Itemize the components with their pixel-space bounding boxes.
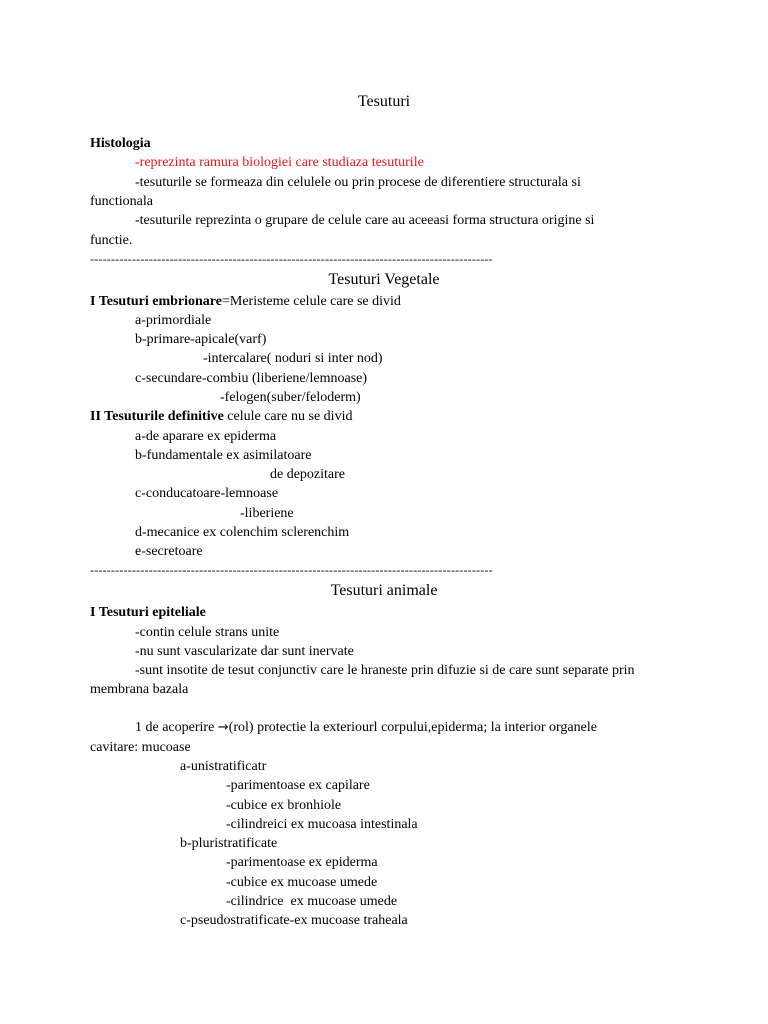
histologia-heading: Histologia: [90, 136, 151, 151]
list-item: -contin celule strans unite: [135, 625, 280, 640]
list-item: a-de aparare ex epiderma: [135, 429, 277, 444]
acoperire-label: 1 de acoperire: [135, 720, 218, 735]
acoperire-line: [135, 718, 597, 737]
page-title: Tesuturi: [357, 93, 411, 110]
list-item: b-primare-apicale(varf): [135, 332, 267, 347]
histologia-line: -tesuturile se formeaza din celulele ou prin procese de diferentiere structurala si: [135, 175, 581, 190]
list-item: d-mecanice ex colenchim sclerenchim: [135, 525, 350, 540]
list-item: -sunt insotite de tesut conjunctiv care le hraneste prin difuzie si de care sunt separate prin: [135, 663, 635, 678]
histologia-line: functie.: [90, 233, 133, 248]
list-item: -parimentoase ex epiderma: [226, 855, 378, 870]
list-item: -liberiene: [240, 506, 294, 521]
list-item: c-conducatoare-lemnoase: [135, 486, 279, 501]
histologia-line: -tesuturile reprezinta o grupare de celule care au aceeasi forma structura origine si: [135, 213, 595, 228]
list-item: e-secretoare: [135, 544, 203, 559]
embrionare-heading: I Tesuturi embrionare: [90, 294, 222, 309]
list-item: -cubice ex bronhiole: [226, 798, 342, 813]
list-item: b-fundamentale ex asimilatoare: [135, 448, 312, 463]
list-item: membrana bazala: [90, 682, 189, 697]
list-item: -cilindreici ex mucoasa intestinala: [226, 817, 418, 832]
list-item: -parimentoase ex capilare: [226, 778, 370, 793]
list-item: -cubice ex mucoase umede: [226, 875, 378, 890]
histologia-definition: -reprezinta ramura biologiei care studiaza tesuturile: [135, 155, 424, 170]
list-item: -intercalare( noduri si inter nod): [203, 351, 383, 366]
list-item: de depozitare: [270, 467, 346, 482]
list-item: -cilindrice ex mucoase umede: [226, 894, 398, 909]
section-title-vegetale: Tesuturi Vegetale: [328, 271, 440, 288]
separator-line: ------------------------------------------------------------------------------------------------: [90, 252, 493, 266]
definitive-heading: II Tesuturile definitive: [90, 409, 224, 424]
separator-line: ------------------------------------------------------------------------------------------------: [90, 563, 493, 577]
list-item: -nu sunt vascularizate dar sunt inervate: [135, 644, 354, 659]
section-title-animale: Tesuturi animale: [330, 582, 438, 599]
embrionare-description: =Meristeme celule care se divid: [221, 294, 401, 309]
acoperire-line: cavitare: mucoase: [90, 740, 191, 755]
list-item: c-secundare-combiu (liberiene/lemnoase): [135, 371, 368, 386]
arrow-right-icon: →: [217, 720, 229, 735]
list-item: -felogen(suber/feloderm): [220, 390, 361, 405]
histologia-line: functionala: [90, 194, 153, 209]
epiteliale-heading: I Tesuturi epiteliale: [90, 605, 206, 620]
list-item: a-primordiale: [135, 313, 212, 328]
definitive-heading-line: [90, 407, 352, 426]
list-item: b-pluristratificate: [180, 836, 278, 851]
definitive-description: celule care nu se divid: [223, 409, 353, 424]
acoperire-description: (rol) protectie la exteriourl corpului,epiderma; la interior organele: [228, 720, 597, 735]
list-item: a-unistratificatr: [180, 759, 267, 774]
list-item: c-pseudostratificate-ex mucoase traheala: [180, 913, 408, 928]
embrionare-heading-line: [90, 292, 401, 311]
